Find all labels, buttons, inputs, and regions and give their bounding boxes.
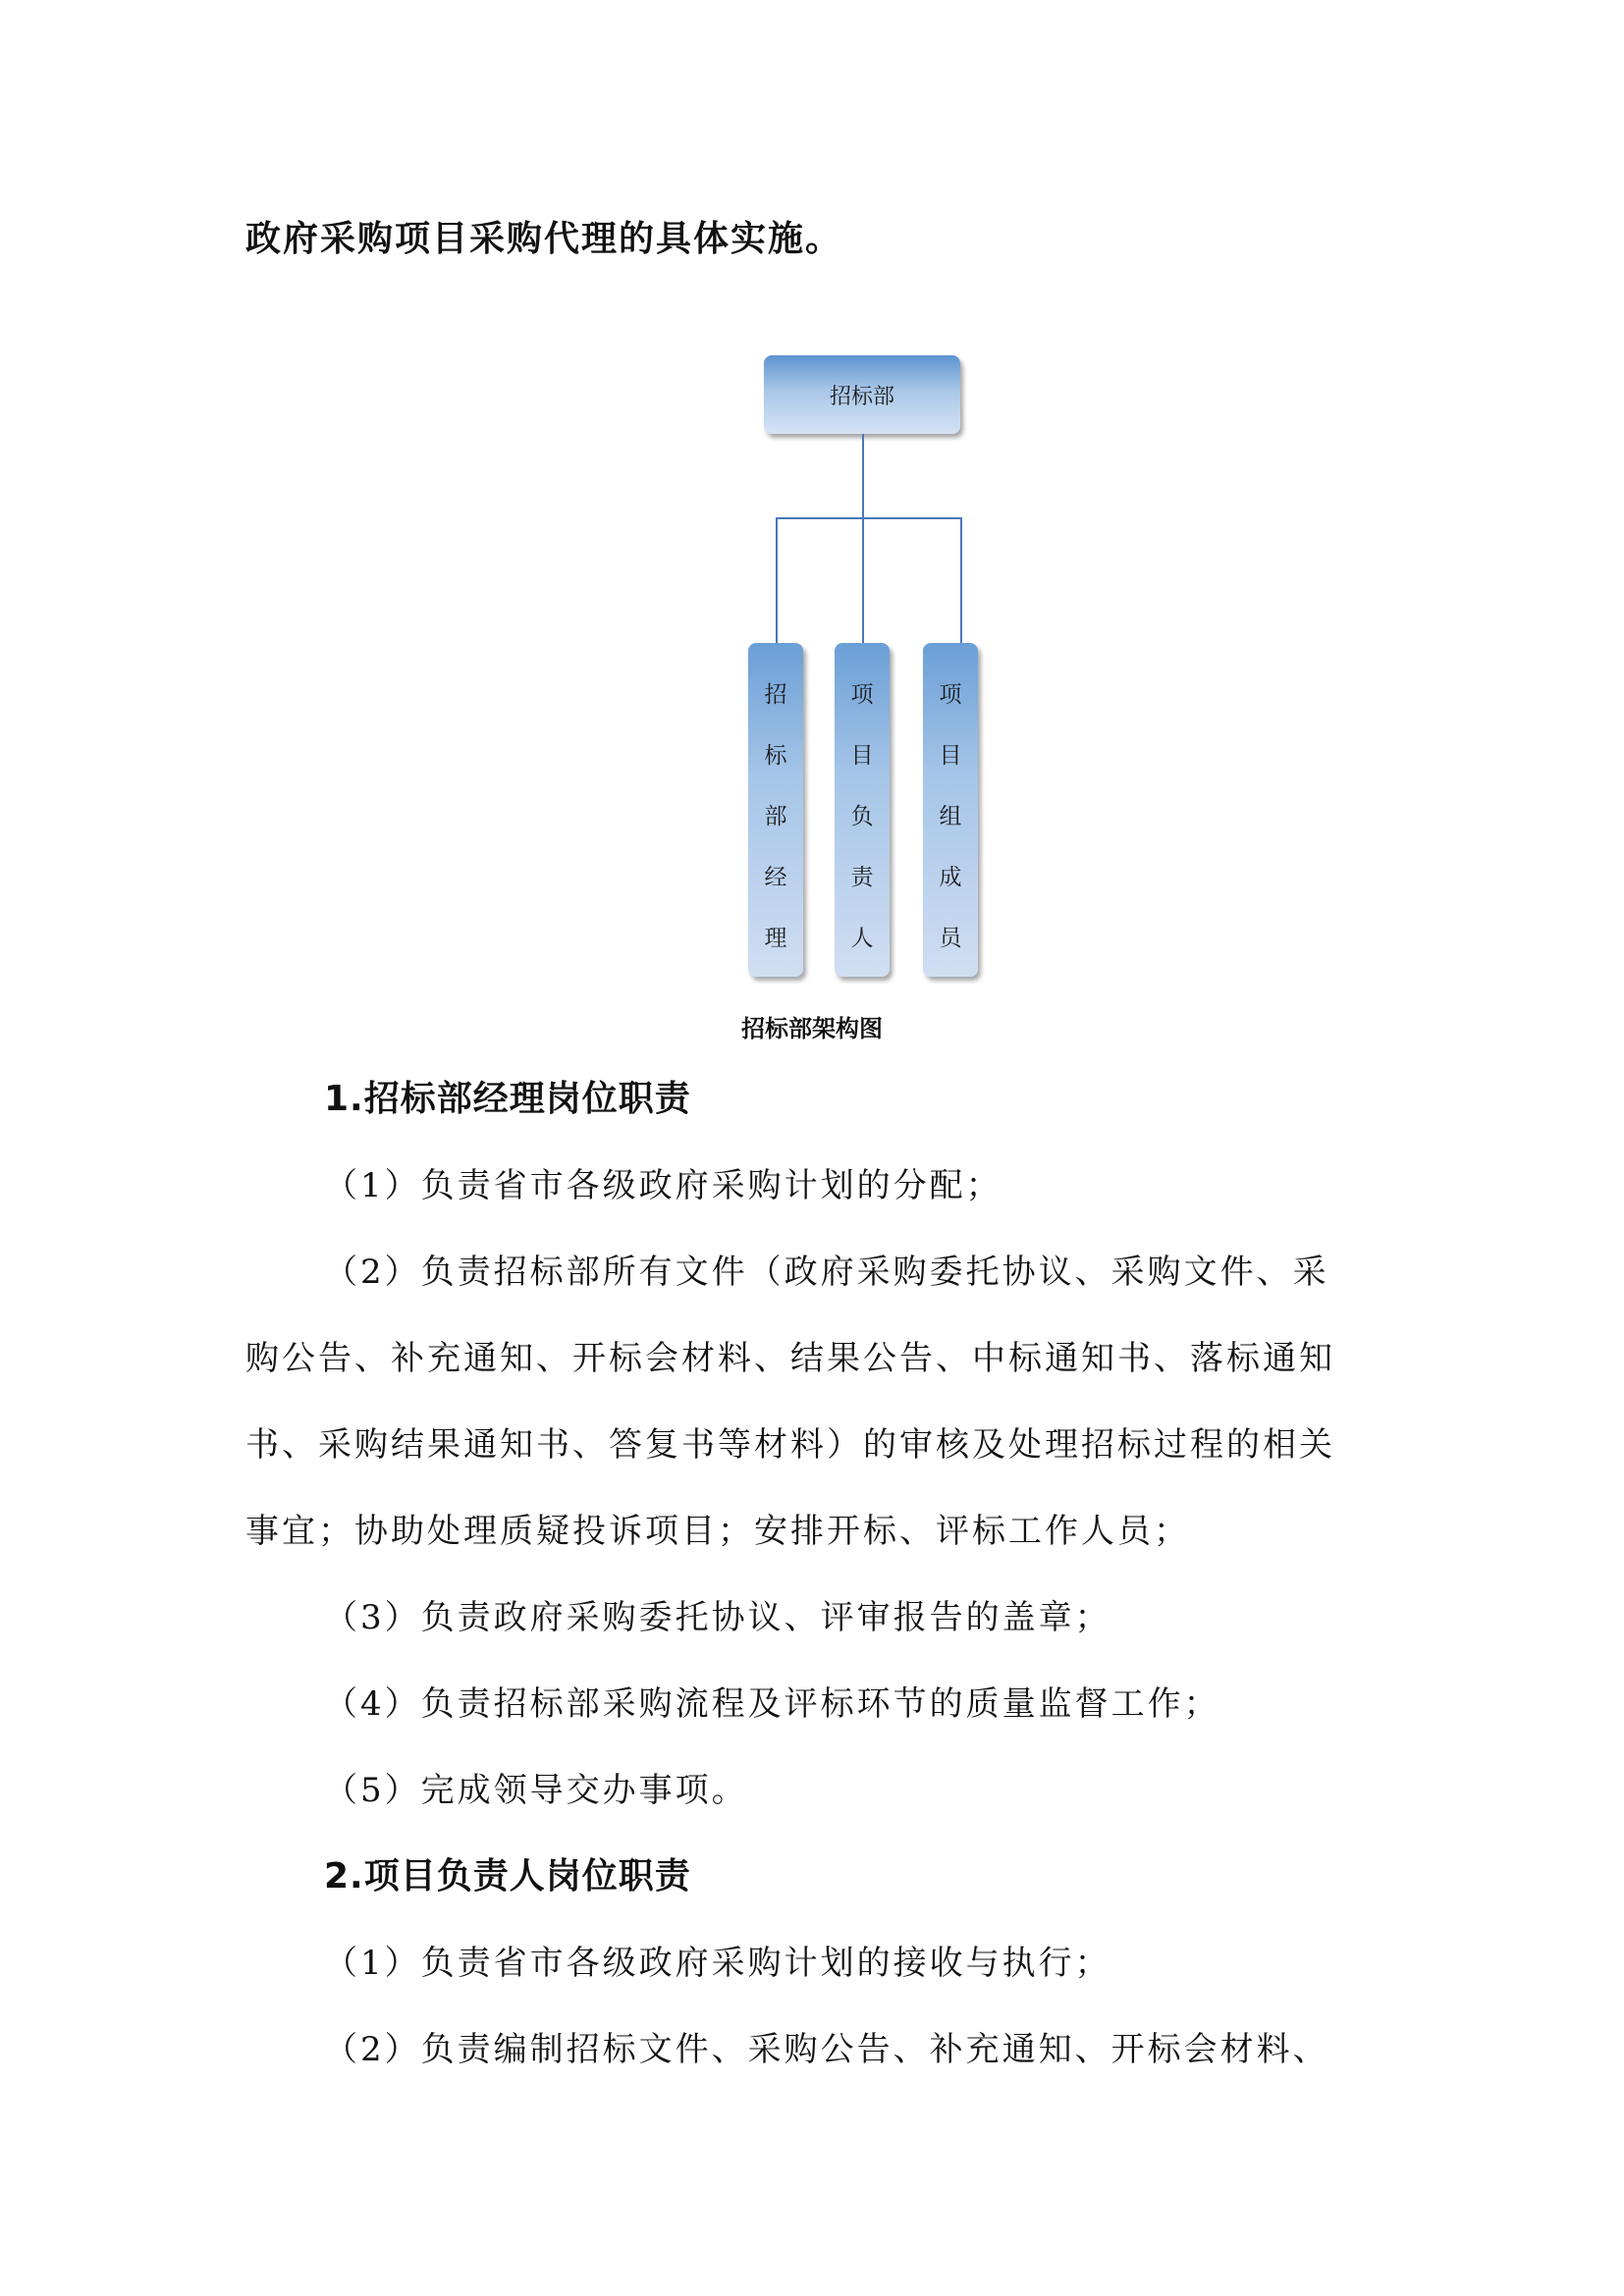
- org-chart-caption: 招标部架构图: [741, 1015, 883, 1042]
- org-vertical-char: 项: [850, 682, 874, 708]
- org-box-top: [764, 355, 960, 434]
- org-box-manager: [748, 643, 803, 977]
- section-1-line: （3）负责政府采购委托协议、评审报告的盖章；: [324, 1598, 1111, 1637]
- org-vertical-char: 负: [850, 804, 874, 829]
- connector-left: [776, 517, 778, 643]
- section-2-heading: 2.项目负责人岗位职责: [324, 1856, 691, 1896]
- section-1-line: （1）负责省市各级政府采购计划的分配；: [324, 1166, 1002, 1205]
- section-1-line: 购公告、补充通知、开标会材料、结果公告、中标通知书、落标通知: [245, 1339, 1335, 1378]
- org-vertical-char: 招: [764, 682, 787, 708]
- connector-right: [960, 517, 962, 643]
- org-vertical-char: 组: [939, 804, 962, 829]
- org-box-team-member-label: [940, 665, 962, 969]
- section-1-line: （4）负责招标部采购流程及评标环节的质量监督工作；: [324, 1684, 1220, 1724]
- org-vertical-char: 责: [850, 865, 874, 890]
- org-vertical-char: 目: [850, 743, 874, 769]
- section-2-line: （2）负责编制招标文件、采购公告、补充通知、开标会材料、: [324, 2030, 1329, 2069]
- org-vertical-char: 人: [850, 926, 874, 951]
- org-vertical-char: 员: [939, 926, 962, 951]
- section-1-line: （5）完成领导交办事项。: [324, 1771, 748, 1810]
- org-box-team-member: [923, 643, 978, 977]
- org-box-top-label: 招标部: [829, 384, 894, 409]
- section-1-line: 书、采购结果通知书、答复书等材料）的审核及处理招标过程的相关: [245, 1425, 1335, 1465]
- intro-line: 政府采购项目采购代理的具体实施。: [245, 219, 843, 259]
- connector-trunk: [862, 434, 864, 519]
- org-box-project-lead-label: [851, 665, 874, 969]
- org-vertical-char: 理: [764, 926, 787, 951]
- org-box-project-lead: [835, 643, 890, 977]
- org-vertical-char: 成: [939, 865, 962, 890]
- org-vertical-char: 经: [764, 865, 787, 890]
- section-1-line: 事宜；协助处理质疑投诉项目；安排开标、评标工作人员；: [245, 1512, 1190, 1551]
- org-vertical-char: 目: [939, 743, 962, 769]
- section-1-heading: 1.招标部经理岗位职责: [324, 1079, 691, 1119]
- section-1-line: （2）负责招标部所有文件（政府采购委托协议、采购文件、采: [324, 1253, 1329, 1292]
- org-vertical-char: 标: [764, 743, 787, 769]
- org-vertical-char: 部: [764, 804, 787, 829]
- section-2-line: （1）负责省市各级政府采购计划的接收与执行；: [324, 1944, 1111, 1983]
- connector-bar: [776, 517, 962, 519]
- org-vertical-char: 项: [939, 682, 962, 708]
- connector-middle: [862, 517, 864, 643]
- org-box-manager-label: [765, 665, 787, 969]
